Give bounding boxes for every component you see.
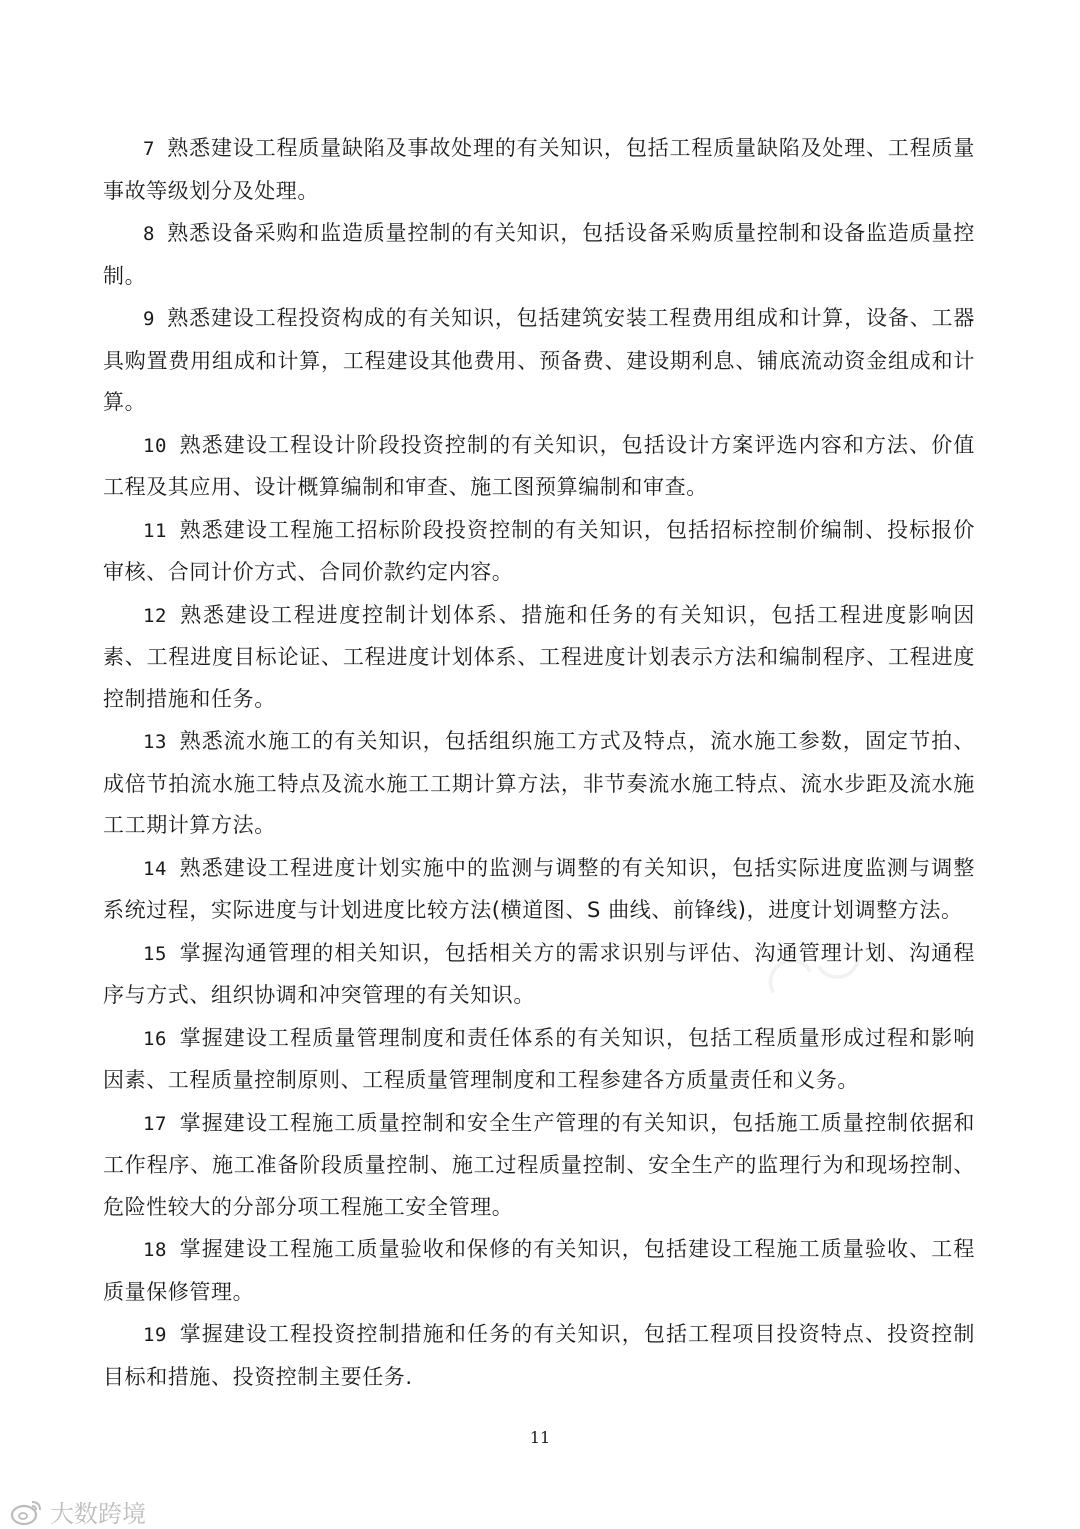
- paragraph-number: 10: [143, 434, 168, 457]
- paragraph-text: 熟悉建设工程进度计划实施中的监测与调整的有关知识，包括实际进度监测与调整系统过程，实际进度与计划进度比较方法(横道图、S 曲线、前锋线)，进度计划调整方法。: [103, 855, 975, 922]
- paragraph-13: [103, 721, 975, 847]
- paragraph-14: [103, 848, 975, 932]
- paragraph-9: [103, 298, 975, 424]
- watermark: [10, 1494, 146, 1529]
- paragraph-number: 19: [143, 1324, 168, 1346]
- paragraph-7: [103, 128, 975, 212]
- paragraph-text: 掌握建设工程投资控制措施和任务的有关知识，包括工程项目投资特点、投资控制目标和措施、投资控制主要任务.: [103, 1322, 975, 1389]
- paragraph-text: 熟悉流水施工的有关知识，包括组织施工方式及特点，流水施工参数，固定节拍、成倍节拍流水施工特点及流水施工工期计算方法，非节奏流水施工特点、流水步距及流水施工工期计算方法。: [103, 729, 975, 837]
- paragraph-text: 掌握建设工程施工质量验收和保修的有关知识，包括建设工程施工质量验收、工程质量保修管理。: [103, 1237, 975, 1304]
- paragraph-number: 12: [143, 604, 168, 627]
- paragraph-text: 掌握建设工程施工质量控制和安全生产管理的有关知识，包括施工质量控制依据和工作程序、施工准备阶段质量控制、施工过程质量控制、安全生产的监理行为和现场控制、危险性较大的分部分项工程施工安全管理。: [103, 1110, 975, 1219]
- paragraph-text: 熟悉设备采购和监造质量控制的有关知识，包括设备采购质量控制和设备监造质量控制。: [103, 221, 975, 288]
- paragraph-text: 熟悉建设工程设计阶段投资控制的有关知识，包括设计方案评选内容和方法、价值工程及其应用、设计概算编制和审查、施工图预算编制和审查。: [103, 432, 975, 499]
- paragraph-number: 14: [143, 857, 168, 880]
- paragraph-10: [103, 425, 975, 509]
- paragraph-text: 熟悉建设工程质量缺陷及事故处理的有关知识，包括工程质量缺陷及处理、工程质量事故等级划分及处理。: [103, 136, 975, 203]
- paragraph-number: 17: [143, 1112, 168, 1135]
- paragraph-number: 9: [143, 308, 156, 330]
- paragraph-15: [103, 933, 975, 1017]
- paragraph-number: 7: [143, 138, 156, 160]
- paragraph-16: [103, 1018, 975, 1102]
- weibo-icon: [10, 1498, 44, 1526]
- paragraph-number: 18: [143, 1239, 168, 1261]
- paragraph-text: 掌握建设工程质量管理制度和责任体系的有关知识，包括工程质量形成过程和影响因素、工程质量控制原则、工程质量管理制度和工程参建各方质量责任和义务。: [103, 1025, 975, 1092]
- paragraph-12: [103, 595, 975, 721]
- page-number: 11: [529, 1428, 551, 1447]
- paragraph-number: 15: [143, 942, 168, 965]
- paragraph-number: 8: [143, 223, 156, 245]
- paragraph-11: [103, 510, 975, 594]
- paragraph-18: [103, 1229, 975, 1313]
- paragraph-text: 熟悉建设工程投资构成的有关知识，包括建筑安装工程费用组成和计算，设备、工器具购置费用组成和计算，工程建设其他费用、预备费、建设期利息、铺底流动资金组成和计算。: [103, 306, 975, 414]
- paragraph-8: [103, 213, 975, 297]
- paragraph-number: 13: [143, 731, 168, 753]
- paragraph-number: 16: [143, 1027, 168, 1050]
- paragraph-text: 掌握沟通管理的相关知识，包括相关方的需求识别与评估、沟通管理计划、沟通程序与方式、组织协调和冲突管理的有关知识。: [103, 940, 975, 1007]
- paragraph-text: 熟悉建设工程施工招标阶段投资控制的有关知识，包括招标控制价编制、投标报价审核、合同计价方式、合同价款约定内容。: [103, 517, 975, 584]
- paragraph-17: [103, 1103, 975, 1229]
- paragraph-number: 11: [143, 519, 168, 542]
- watermark-text: 大数跨境: [50, 1500, 146, 1528]
- paragraph-19: [103, 1314, 975, 1398]
- document-body: [103, 128, 975, 1399]
- background-watermark-mark: ◠◡: [749, 908, 876, 1022]
- paragraph-text: 熟悉建设工程进度控制计划体系、措施和任务的有关知识，包括工程进度影响因素、工程进度目标论证、工程进度计划体系、工程进度计划表示方法和编制程序、工程进度控制措施和任务。: [103, 602, 975, 711]
